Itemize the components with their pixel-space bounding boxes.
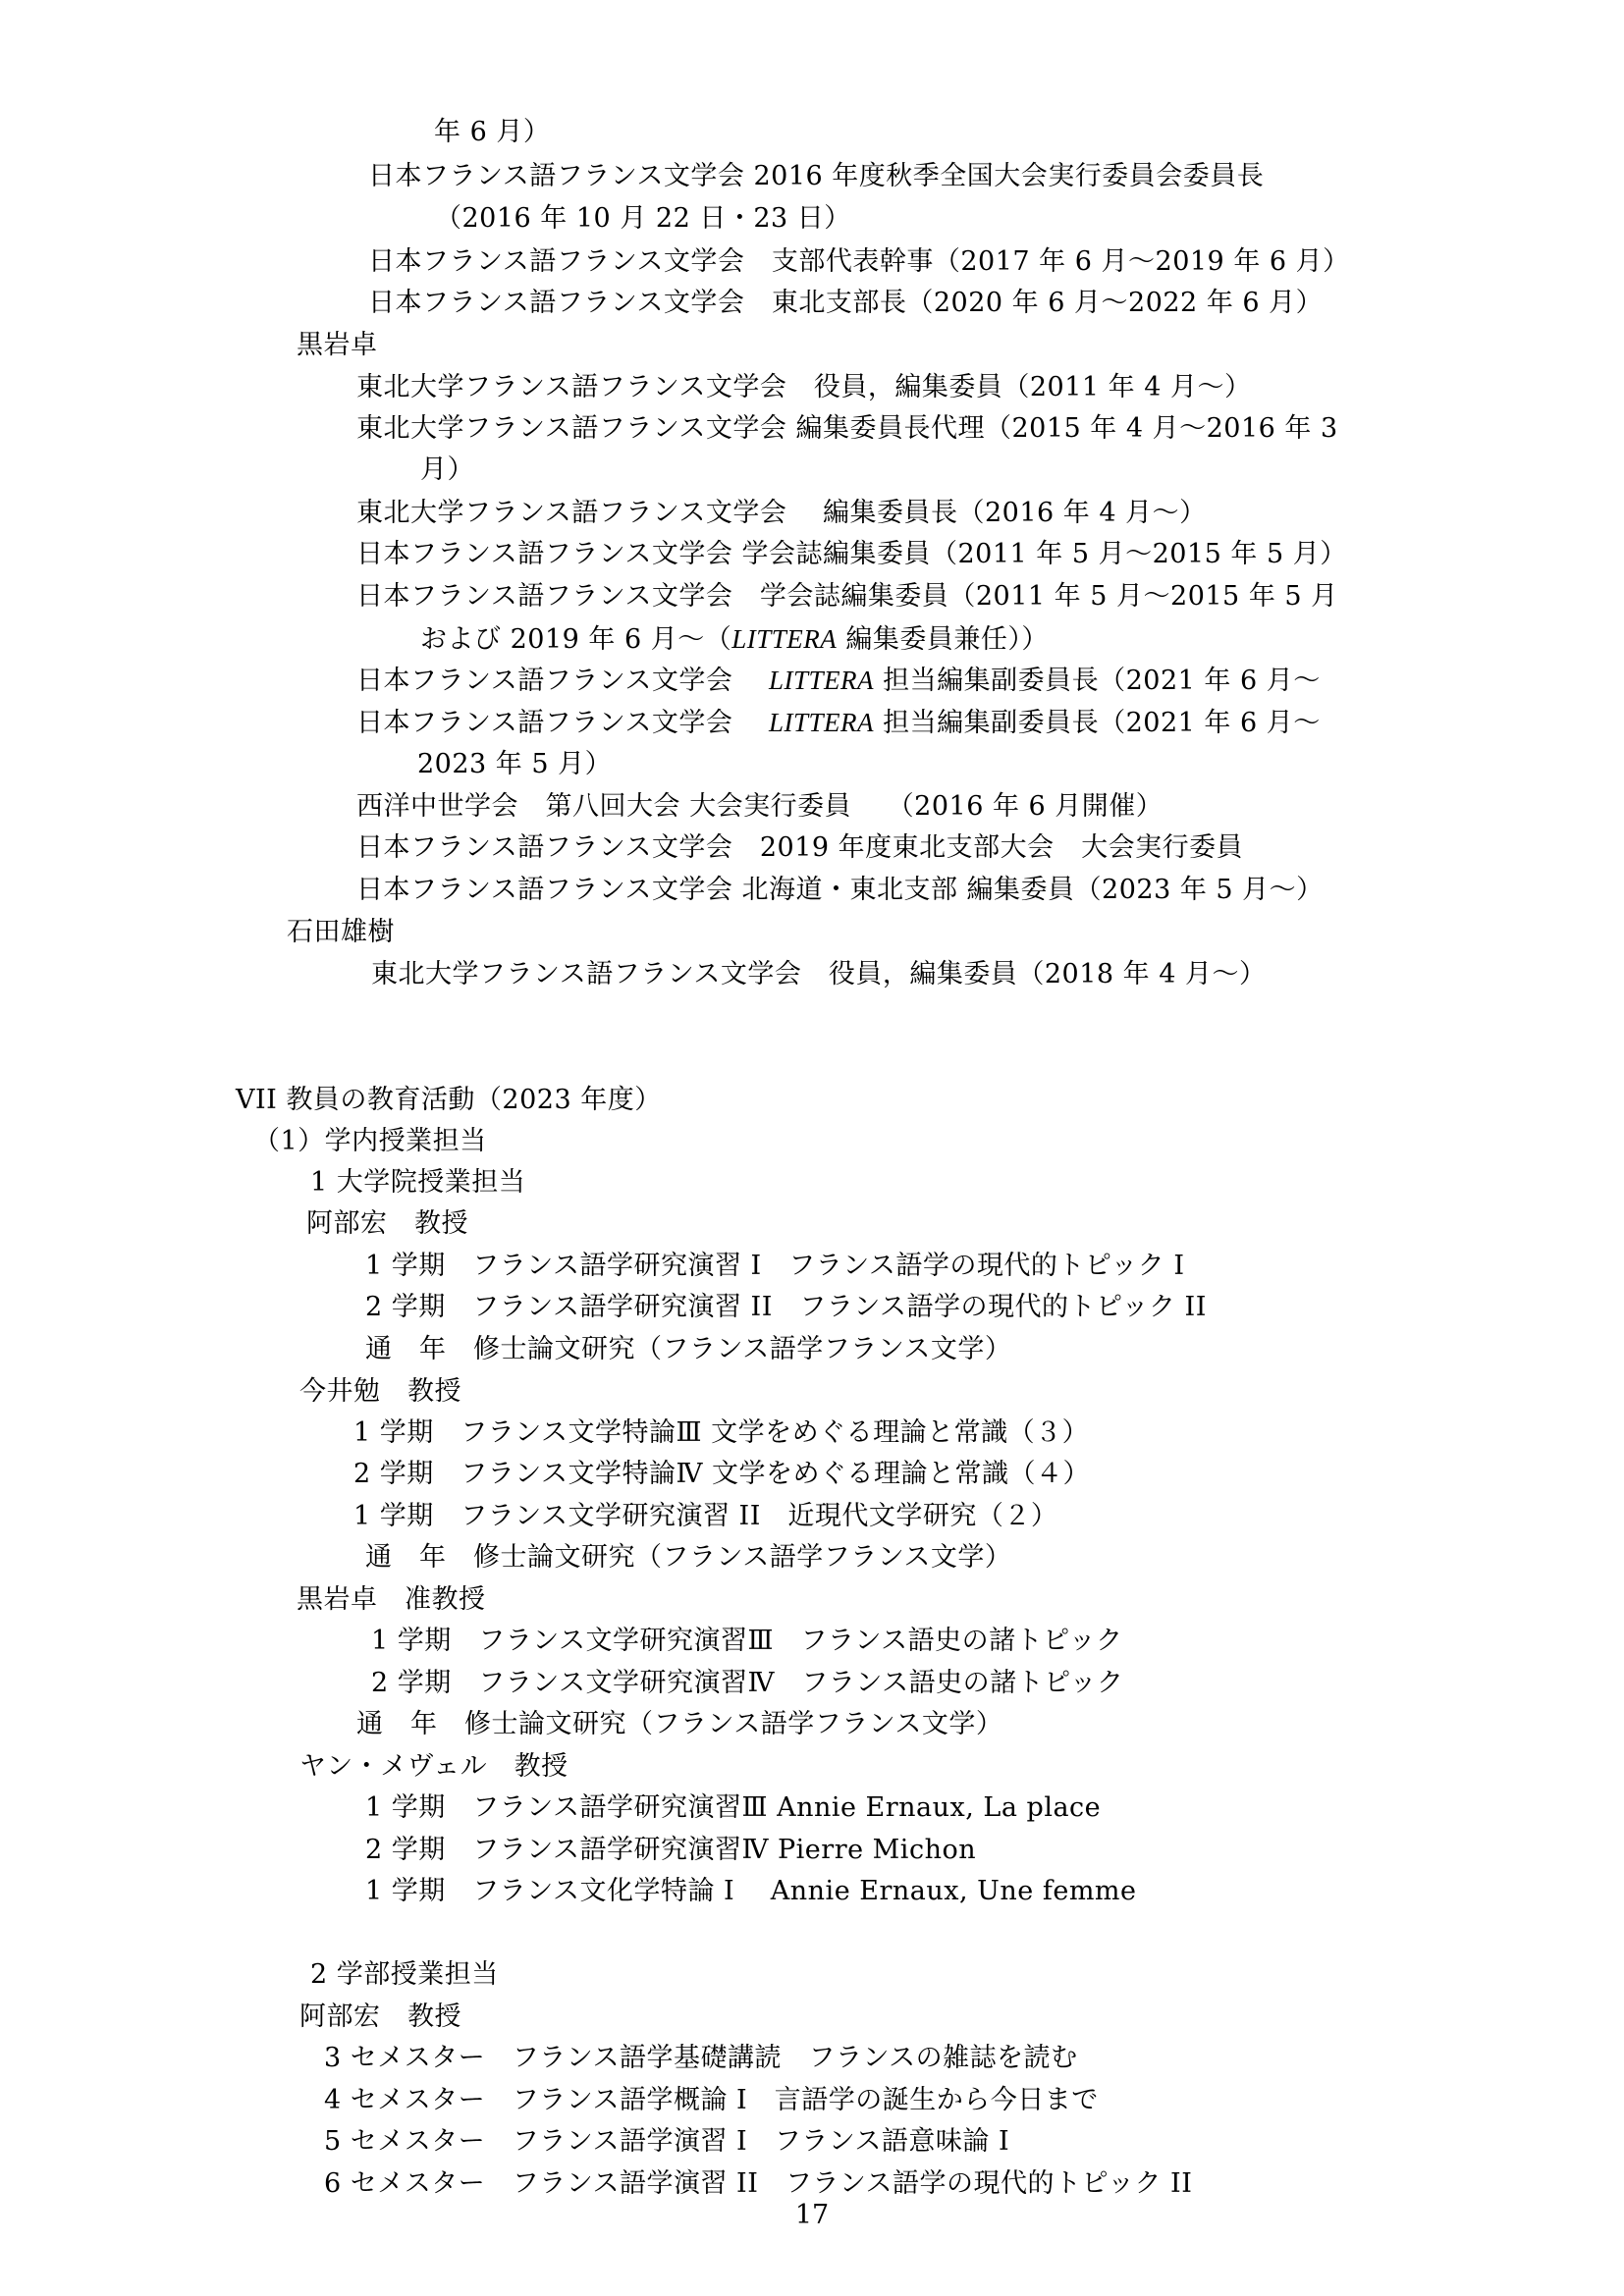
- person-name: ヤン・メヴェル 教授: [299, 1751, 568, 1782]
- text-line: 日本フランス語フランス文学会 LITTERA 担当編集副委員長（2021 年 6 月〜: [356, 708, 1321, 738]
- person-name: 黒岩卓 准教授: [297, 1584, 486, 1615]
- text-line: 2023 年 5 月）: [417, 749, 613, 779]
- text-line: 月）: [420, 454, 474, 485]
- text-line: 日本フランス語フランス文学会 2019 年度東北支部大会 大会実行委員: [356, 832, 1244, 863]
- course-line: 1 学期 フランス文学研究演習 II 近現代文学研究（２）: [353, 1501, 1058, 1531]
- section-heading: VII 教員の教育活動（2023 年度）: [236, 1085, 662, 1115]
- text-line: （2016 年 10 月 22 日・23 日）: [435, 203, 851, 234]
- person-name: 黒岩卓: [297, 330, 378, 360]
- person-name: 石田雄樹: [287, 917, 395, 947]
- course-line: 通 年 修士論文研究（フランス語学フランス文学）: [365, 1542, 1012, 1573]
- course-line: 1 学期 フランス文学特論Ⅲ 文学をめぐる理論と常識（３）: [353, 1417, 1090, 1448]
- text-line: 日本フランス語フランス文学会 2016 年度秋季全国大会実行委員会委員長: [368, 161, 1265, 191]
- page-number: 17: [794, 2200, 830, 2230]
- person-name: 阿部宏 教授: [299, 2002, 461, 2032]
- course-line: 3 セメスター フランス語学基礎講読 フランスの雑誌を読む: [324, 2043, 1078, 2073]
- text-line: 日本フランス語フランス文学会 学会誌編集委員（2011 年 5 月〜2015 年 5 月: [356, 581, 1338, 612]
- text-line: 東北大学フランス語フランス文学会 役員，編集委員（2018 年 4 月〜）: [371, 959, 1267, 989]
- subsection-heading: 1 大学院授業担当: [310, 1167, 526, 1198]
- course-line: 6 セメスター フランス語学演習 II フランス語学の現代的トピック II: [324, 2168, 1193, 2199]
- course-line: 1 学期 フランス文化学特論 I Annie Ernaux, Une femme: [365, 1876, 1137, 1906]
- course-line: 2 学期 フランス語学研究演習 II フランス語学の現代的トピック II: [365, 1292, 1207, 1322]
- text-line: 日本フランス語フランス文学会 学会誌編集委員（2011 年 5 月〜2015 年 5 月）: [356, 539, 1347, 569]
- text-line: 日本フランス語フランス文学会 東北支部長（2020 年 6 月〜2022 年 6 月）: [368, 288, 1324, 318]
- course-line: 通 年 修士論文研究（フランス語学フランス文学）: [356, 1709, 1003, 1739]
- course-line: 2 学期 フランス語学研究演習Ⅳ Pierre Michon: [365, 1835, 977, 1865]
- text-line: 年 6 月）: [434, 117, 551, 147]
- course-line: 5 セメスター フランス語学演習 I フランス語意味論 I: [324, 2126, 1010, 2157]
- course-line: 4 セメスター フランス語学概論 I 言語学の誕生から今日まで: [324, 2085, 1099, 2115]
- course-line: 1 学期 フランス語学研究演習Ⅲ Annie Ernaux, La place: [365, 1792, 1102, 1823]
- text-line: および 2019 年 6 月〜（LITTERA 編集委員兼任））: [420, 624, 1049, 655]
- course-line: 1 学期 フランス語学研究演習 I フランス語学の現代的トピック I: [365, 1251, 1185, 1281]
- text-line: 日本フランス語フランス文学会 支部代表幹事（2017 年 6 月〜2019 年 6 月）: [368, 246, 1350, 277]
- text-line: 日本フランス語フランス文学会 北海道・東北支部 編集委員（2023 年 5 月〜）: [356, 875, 1324, 905]
- subsection-heading: （1）学内授業担当: [253, 1126, 487, 1156]
- person-name: 今井勉 教授: [299, 1376, 461, 1407]
- course-line: 1 学期 フランス文学研究演習Ⅲ フランス語史の諸トピック: [371, 1626, 1123, 1656]
- text-line: 日本フランス語フランス文学会 LITTERA 担当編集副委員長（2021 年 6 月〜: [356, 666, 1321, 696]
- subsection-heading: 2 学部授業担当: [310, 1959, 499, 1990]
- course-line: 通 年 修士論文研究（フランス語学フランス文学）: [365, 1334, 1012, 1364]
- text-line: 東北大学フランス語フランス文学会 編集委員長（2016 年 4 月〜）: [356, 498, 1207, 528]
- text-line: 東北大学フランス語フランス文学会 編集委員長代理（2015 年 4 月〜2016 年 3: [356, 413, 1338, 444]
- text-line: 西洋中世学会 第八回大会 大会実行委員 （2016 年 6 月開催）: [356, 791, 1164, 822]
- course-line: 2 学期 フランス文学研究演習Ⅳ フランス語史の諸トピック: [371, 1668, 1124, 1698]
- text-line: 東北大学フランス語フランス文学会 役員，編集委員（2011 年 4 月〜）: [356, 372, 1252, 402]
- person-name: 阿部宏 教授: [306, 1208, 468, 1239]
- course-line: 2 学期 フランス文学特論Ⅳ 文学をめぐる理論と常識（４）: [353, 1459, 1091, 1489]
